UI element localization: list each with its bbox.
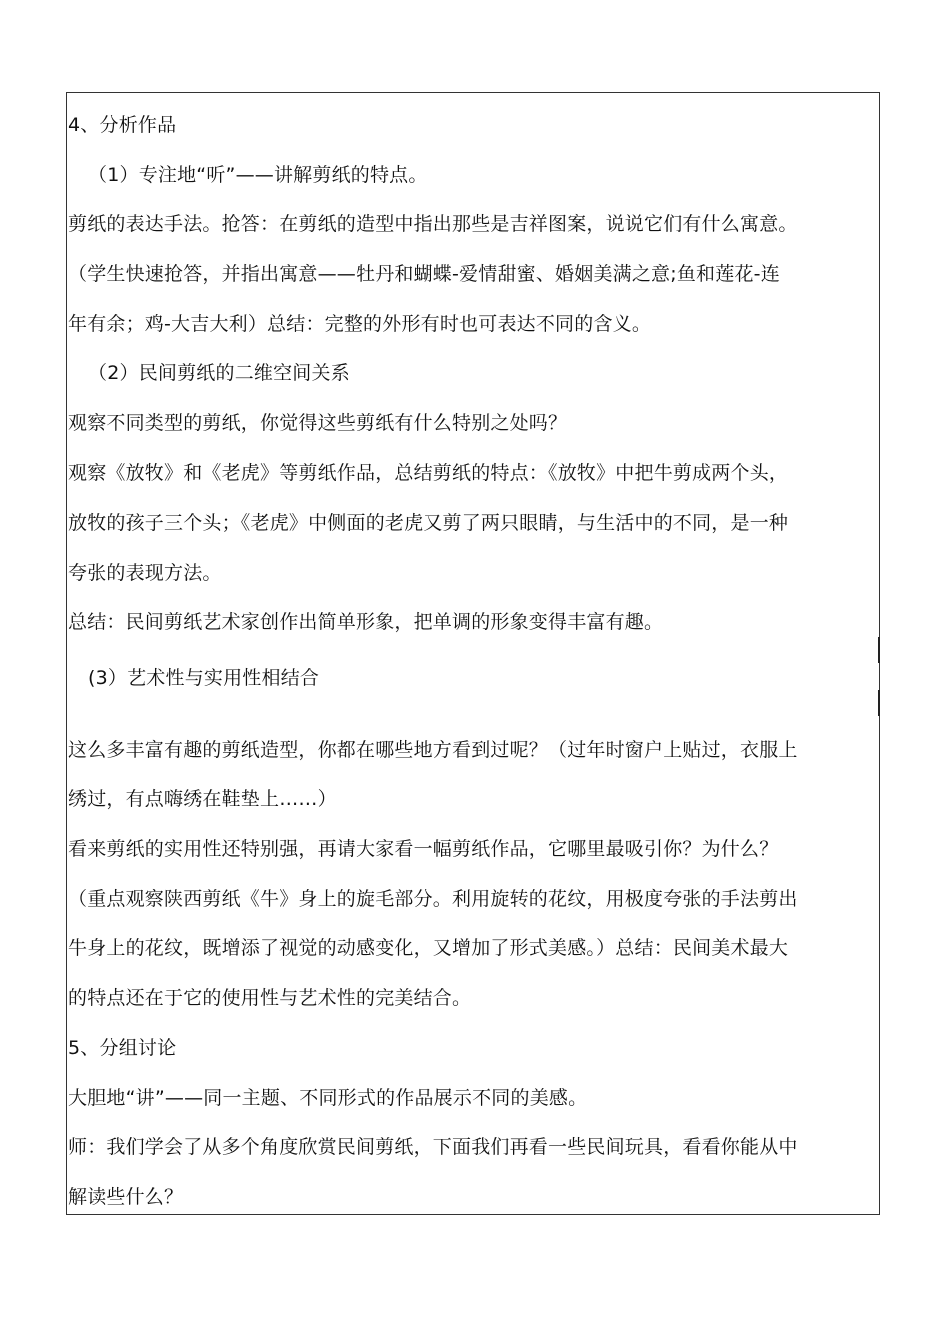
paragraph-line: 观察不同类型的剪纸，你觉得这些剪纸有什么特别之处吗？ [68,412,568,434]
margin-mark [878,690,880,716]
paragraph-line: 解读些什么？ [68,1186,184,1208]
paragraph-line: （学生快速抢答，并指出寓意——牡丹和蝴蝶-爱情甜蜜、婚姻美满之意;鱼和莲花-连 [68,263,780,285]
heading-analyze-works: 4、分析作品 [68,114,177,136]
heading-group-discussion: 5、分组讨论 [68,1037,177,1059]
paragraph-line: 年有余；鸡-大吉大利）总结：完整的外形有时也可表达不同的含义。 [68,313,652,335]
paragraph-line: 观察《放牧》和《老虎》等剪纸作品，总结剪纸的特点：《放牧》中把牛剪成两个头， [68,462,789,484]
paragraph-line: 大胆地“讲”——同一主题、不同形式的作品展示不同的美感。 [68,1087,588,1109]
paragraph-line: （重点观察陕西剪纸《牛》身上的旋毛部分。利用旋转的花纹，用极度夸张的手法剪出 [68,888,798,910]
paragraph-line: 夸张的表现方法。 [68,562,222,584]
paragraph-line: 的特点还在于它的使用性与艺术性的完美结合。 [68,987,472,1009]
subheading-art-utility: (3）艺术性与实用性相结合 [88,667,320,689]
paragraph-line: 总结：民间剪纸艺术家创作出简单形象，把单调的形象变得丰富有趣。 [68,611,664,633]
subheading-listen: （1）专注地“听”——讲解剪纸的特点。 [88,164,428,186]
paragraph-line: 牛身上的花纹，既增添了视觉的动感变化，又增加了形式美感。）总结：民间美术最大 [68,937,789,959]
subheading-2d-space: （2）民间剪纸的二维空间关系 [88,362,350,384]
paragraph-line: 师：我们学会了从多个角度欣赏民间剪纸，下面我们再看一些民间玩具，看看你能从中 [68,1136,798,1158]
paragraph-line: 这么多丰富有趣的剪纸造型，你都在哪些地方看到过呢？（过年时窗户上贴过，衣服上 [68,739,798,761]
paragraph-line: 看来剪纸的实用性还特别强，再请大家看一幅剪纸作品，它哪里最吸引你？为什么？ [68,838,779,860]
paragraph-line: 绣过，有点嗨绣在鞋垫上……） [68,788,337,810]
paragraph-line: 剪纸的表达手法。抢答：在剪纸的造型中指出那些是吉祥图案，说说它们有什么寓意。 [68,213,798,235]
margin-mark [878,637,880,663]
paragraph-line: 放牧的孩子三个头；《老虎》中侧面的老虎又剪了两只眼睛，与生活中的不同，是一种 [68,512,789,534]
